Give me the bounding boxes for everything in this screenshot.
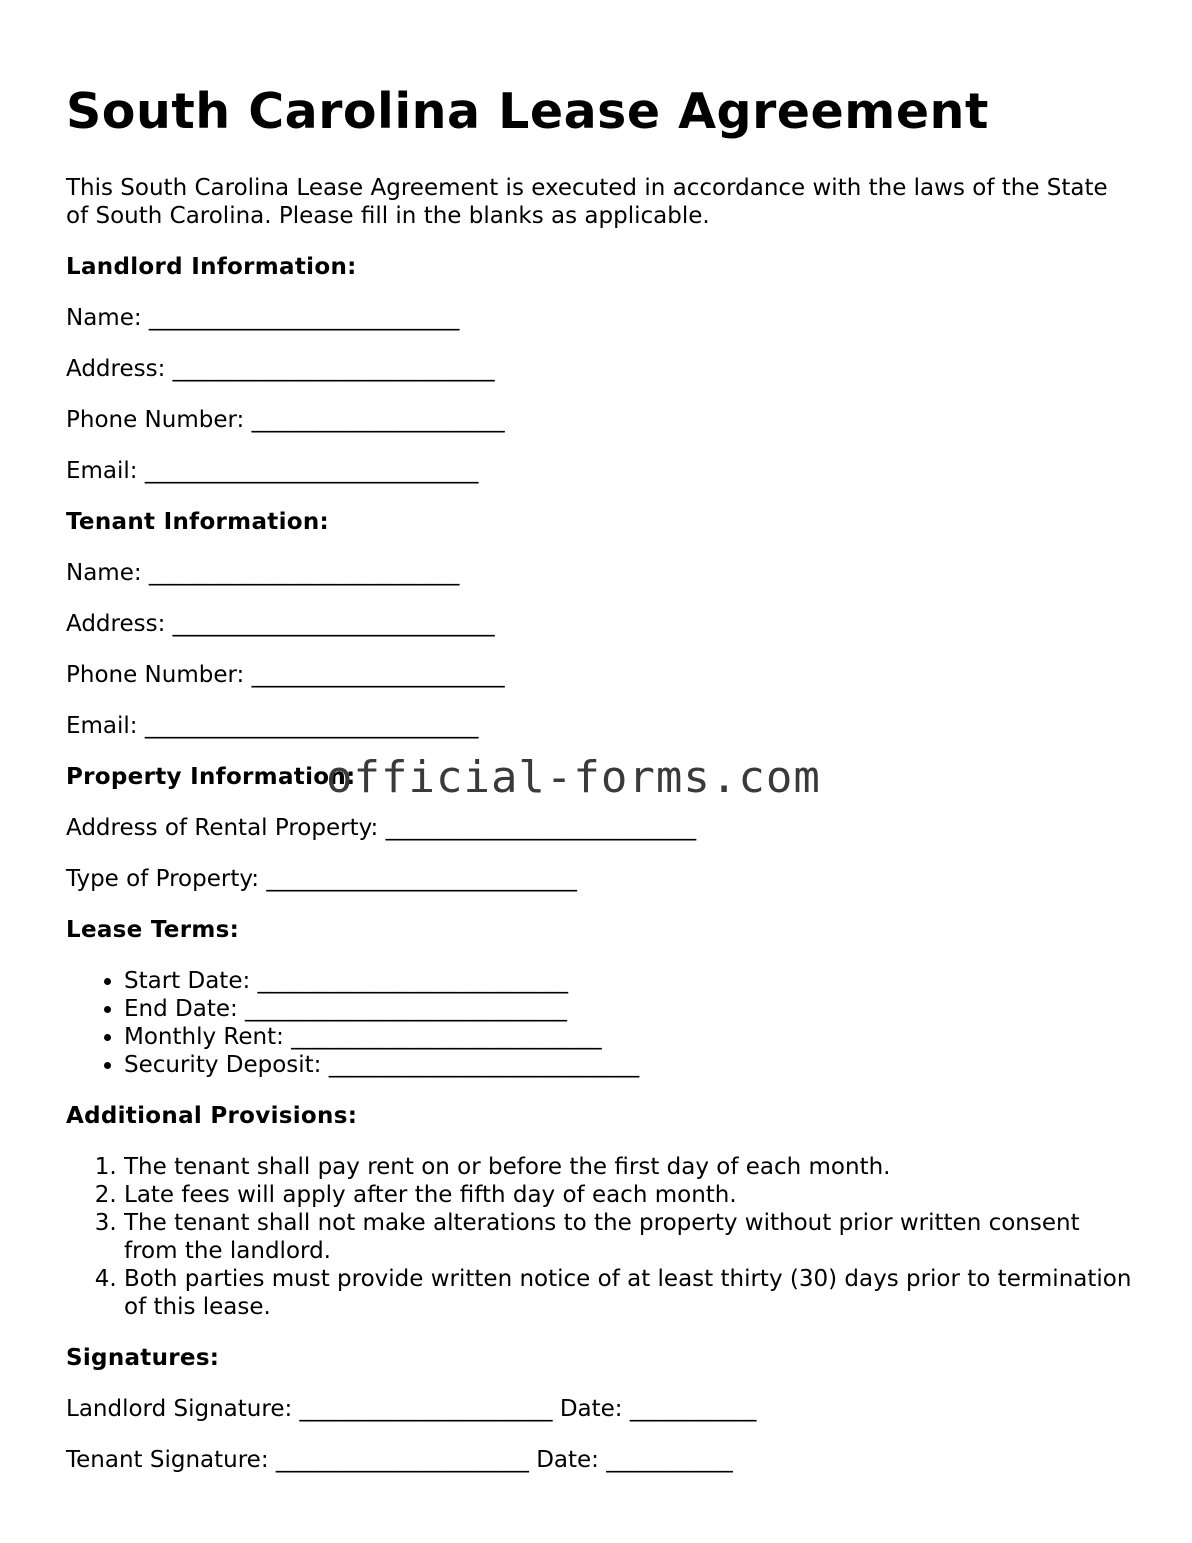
- provision-item: 3. The tenant shall not make alterations to the property without prior written consent from the landlord.: [124, 1209, 1136, 1265]
- tenant-address-field: Address: ____________________________: [66, 611, 495, 637]
- tenant-signature-line: Tenant Signature: ______________________ Date: ___________: [66, 1447, 733, 1473]
- lease-term-security-deposit: • Security Deposit: ___________________________: [124, 1051, 1136, 1079]
- document-page: [66, 80, 1136, 1497]
- provision-item: 2. Late fees will apply after the fifth day of each month.: [124, 1181, 1136, 1209]
- signatures-heading: Signatures:: [66, 1345, 220, 1371]
- property-heading: Property Information:: [66, 764, 356, 790]
- lease-term-end-date: • End Date: ____________________________: [124, 995, 1136, 1023]
- landlord-heading: Landlord Information:: [66, 254, 357, 280]
- provision-item: 1. The tenant shall pay rent on or before the first day of each month.: [124, 1153, 1136, 1181]
- provisions-heading: Additional Provisions:: [66, 1103, 358, 1129]
- lease-term-monthly-rent: • Monthly Rent: ___________________________: [124, 1023, 1136, 1051]
- property-type-field: Type of Property: ___________________________: [66, 866, 577, 892]
- lease-terms-heading: Lease Terms:: [66, 917, 240, 943]
- tenant-phone-field: Phone Number: ______________________: [66, 662, 505, 688]
- landlord-phone-field: Phone Number: ______________________: [66, 407, 505, 433]
- watermark-text: official-forms.com: [326, 752, 821, 803]
- tenant-name-field: Name: ___________________________: [66, 560, 460, 586]
- tenant-email-field: Email: _____________________________: [66, 713, 479, 739]
- provision-item: 4. Both parties must provide written notice of at least thirty (30) days prior to termination of this lease.: [124, 1265, 1136, 1321]
- landlord-address-field: Address: ____________________________: [66, 356, 495, 382]
- document-title: South Carolina Lease Agreement: [66, 83, 989, 140]
- landlord-signature-line: Landlord Signature: ______________________ Date: ___________: [66, 1396, 757, 1422]
- lease-term-start-date: • Start Date: ___________________________: [124, 967, 1136, 995]
- landlord-name-field: Name: ___________________________: [66, 305, 460, 331]
- provisions-list: [66, 1153, 1136, 1321]
- property-address-field: Address of Rental Property: ___________________________: [66, 815, 697, 841]
- intro-paragraph: This South Carolina Lease Agreement is executed in accordance with the laws of the State of South Carolina. Please fill in the blanks as applicable.: [66, 175, 1108, 229]
- lease-terms-list: [66, 967, 1136, 1079]
- tenant-heading: Tenant Information:: [66, 509, 330, 535]
- landlord-email-field: Email: _____________________________: [66, 458, 479, 484]
